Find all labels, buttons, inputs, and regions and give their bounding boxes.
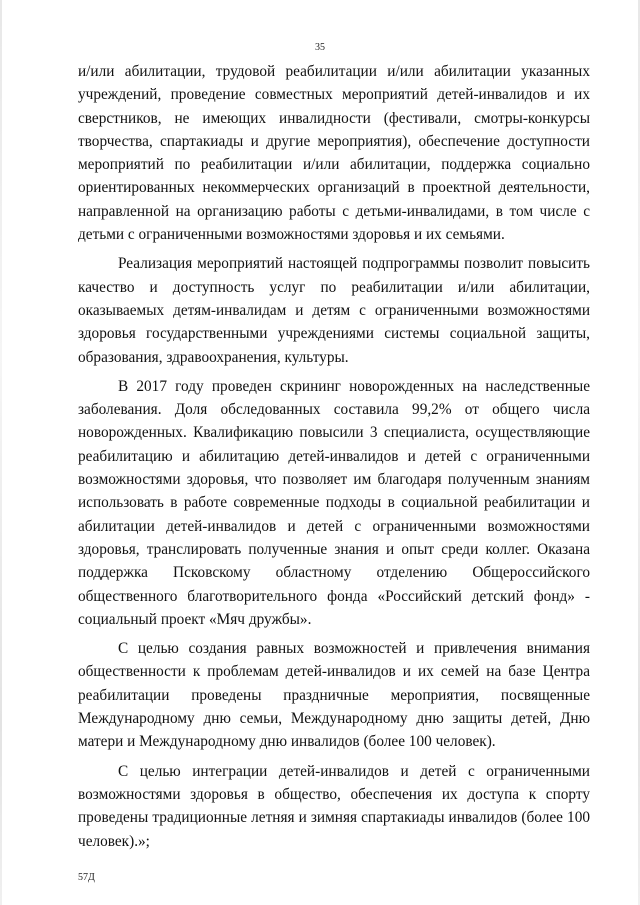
- document-code: 57Д: [78, 872, 95, 883]
- paragraph-integration-sport: С целью интеграции детей-инвалидов и детей с ограниченными возможностями здоровья в общество, обеспечения их доступа к спорту проведены традиционные летняя и зимняя спартакиады инвалидов (более 100 человек).»;: [78, 762, 590, 850]
- paragraph-screening-2017: В 2017 году проведен скрининг новорожденных на наследственные заболевания. Доля обследованных составила 99,2% от общего числа новорожденных. Квалификацию повысили 3 специалиста, осуществляющие реабилитацию и абилитацию детей-инвалидов и детей с ограниченными возможностями здоровья, что позволяет им благодаря полученным знаниям использовать в работе современные подходы в социальной реабилитации и абилитации детей-инвалидов и детей с ограниченными возможностями здоровья, транслировать полученные знания и опыт среди коллег. Оказана поддержка Псковскому областному отделению Общероссийского общественного благотворительного фонда «Российский детский фонд» - социальный проект «Мяч дружбы».: [78, 377, 590, 628]
- paragraph-implementation: Реализация мероприятий настоящей подпрограммы позволит повысить качество и доступность услуг по реабилитации и/или абилитации, оказываемых детям-инвалидам и детям с ограниченными возможностями здоровья государственными учреждениями системы социальной защиты, образования, здравоохранения, культуры.: [78, 255, 590, 366]
- scan-edge-left: [0, 0, 2, 905]
- document-body: [78, 60, 590, 859]
- page-number: 35: [315, 42, 325, 53]
- paragraph-continuation: и/или абилитации, трудовой реабилитации и/или абилитации указанных учреждений, проведение совместных мероприятий детей-инвалидов и их сверстников, не имеющих инвалидности (фестивали, смотры-конкурсы творчества, спартакиады и другие мероприятия), обеспечение доступности мероприятий по реабилитации и/или абилитации, поддержка социально ориентированных некоммерческих организаций в проектной деятельности, направленной на организацию работы с детьми-инвалидами, в том числе с детьми с ограниченными возможностями здоровья и их семьями.: [78, 63, 590, 244]
- paragraph-equal-opportunities: С целью создания равных возможностей и привлечения внимания общественности к проблемам детей-инвалидов и их семей на базе Центра реабилитации проведены праздничные мероприятия, посвященные Международному дню семьи, Международному дню защиты детей, Дню матери и Международному дню инвалидов (более 100 человек).: [78, 640, 590, 751]
